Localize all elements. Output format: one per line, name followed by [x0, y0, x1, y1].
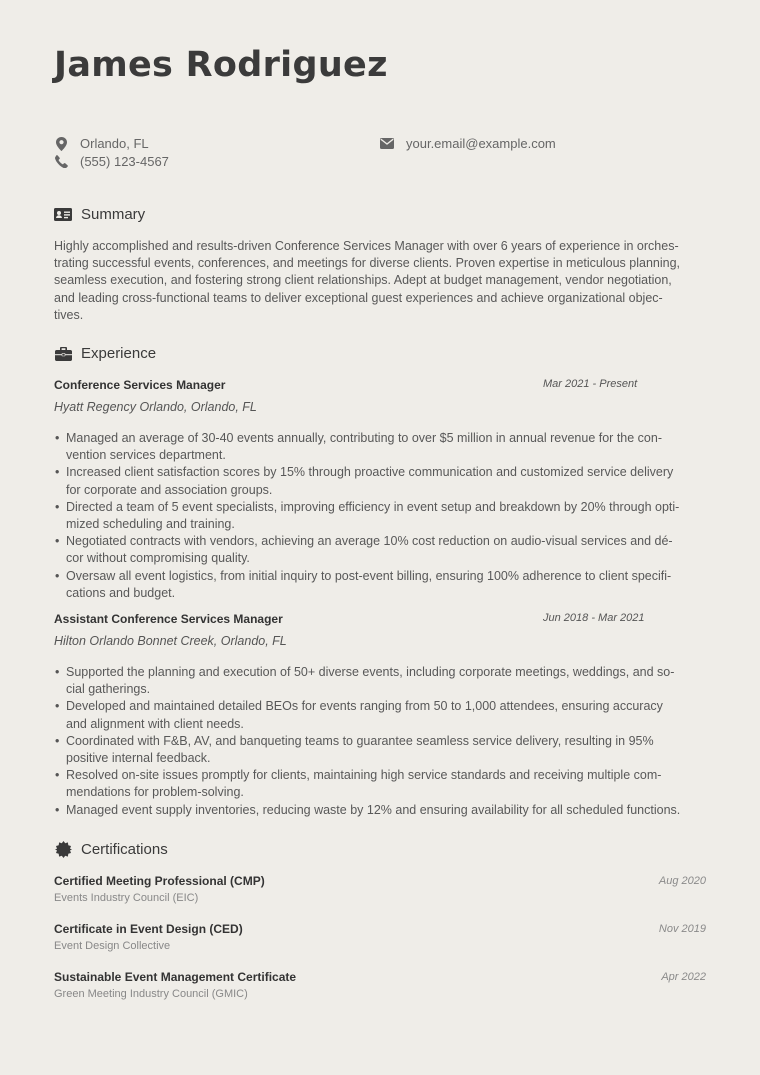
cert-date: Apr 2022 — [661, 971, 706, 983]
location-text: Orlando, FL — [80, 136, 149, 151]
bullet-line: mendations for problem-solving. — [66, 785, 244, 800]
cert-title: Certificate in Event Design (CED) — [54, 922, 243, 936]
bullet-line: • Directed a team of 5 event specialists, improving efficiency in event setup and breakdown by 20% through opti- — [66, 499, 680, 514]
phone-text: (555) 123-4567 — [80, 154, 169, 169]
bullet-line: • Developed and maintained detailed BEOs for events ranging from 50 to 1,000 attendees, ensuring accuracy — [66, 699, 663, 714]
bullet-line: cations and budget. — [66, 585, 176, 600]
summary-line: seamless execution, and fostering strong client relationships. Adept at budget management, vendor negotiation, — [54, 273, 672, 288]
job-dates: Jun 2018 - Mar 2021 — [543, 612, 645, 624]
badge-icon — [54, 842, 72, 858]
job-company: Hilton Orlando Bonnet Creek, Orlando, FL — [54, 634, 287, 648]
bullet-line: and alignment with client needs. — [66, 716, 244, 731]
id-card-icon — [54, 207, 72, 223]
phone-icon — [54, 155, 68, 169]
cert-date: Aug 2020 — [658, 875, 706, 887]
cert-org: Events Industry Council (EIC) — [54, 892, 199, 904]
experience-heading — [54, 345, 156, 362]
bullet-line: • Negotiated contracts with vendors, achieving an average 10% cost reduction on audio-visual services and dé- — [66, 534, 673, 549]
envelope-icon — [380, 137, 394, 151]
contact-location — [54, 136, 149, 151]
bullet-line: • Managed event supply inventories, reducing waste by 12% and ensuring availability for all scheduled functions. — [66, 802, 681, 817]
cert-date: Nov 2019 — [658, 923, 706, 935]
bullet-line: cial gatherings. — [66, 682, 151, 697]
candidate-name: James Rodriguez — [54, 45, 388, 85]
job-title: Assistant Conference Services Manager — [54, 612, 283, 626]
bullet-item — [54, 664, 710, 698]
cert-org: Event Design Collective — [54, 940, 171, 952]
bullet-item — [54, 430, 710, 464]
cert-title: Certified Meeting Professional (CMP) — [54, 874, 265, 888]
email-text[interactable]: your.email@example.com — [406, 136, 556, 151]
bullet-line: vention services department. — [66, 448, 226, 463]
summary-line: Highly accomplished and results-driven Conference Services Manager with over 6 years of experience in orches- — [54, 239, 679, 253]
map-pin-icon — [54, 137, 68, 151]
summary-line: trating successful events, conferences, and meetings for diverse clients. Proven expertise in meticulous planning, — [54, 256, 681, 271]
bullet-item — [54, 698, 710, 732]
bullet-item — [54, 802, 710, 819]
bullet-item — [54, 733, 710, 767]
experience-heading-text: Experience — [81, 345, 157, 362]
bullet-line: for corporate and association groups. — [66, 482, 273, 497]
summary-heading — [54, 206, 145, 223]
bullet-line: • Coordinated with F&B, AV, and banqueting teams to guarantee seamless service delivery, resulting in 95% — [66, 733, 654, 748]
job-bullets — [54, 430, 710, 602]
bullet-item — [54, 767, 710, 801]
cert-title: Sustainable Event Management Certificate — [54, 970, 297, 984]
bullet-line: cor without compromising quality. — [66, 551, 250, 566]
briefcase-icon — [54, 346, 72, 362]
job-dates: Mar 2021 - Present — [543, 378, 638, 390]
bullet-item — [54, 568, 710, 602]
summary-line: and leading cross-functional teams to deliver exceptional guest experiences and achieve organizational objec- — [54, 290, 663, 305]
summary-line: tives. — [54, 307, 84, 322]
bullet-line: • Managed an average of 30-40 events annually, contributing to over $5 million in annual revenue for the con- — [66, 431, 662, 445]
bullet-line: mized scheduling and training. — [66, 517, 235, 532]
bullet-item — [54, 464, 710, 498]
cert-org: Green Meeting Industry Council (GMIC) — [54, 988, 248, 1000]
contact-email — [380, 136, 556, 151]
contact-phone — [54, 154, 169, 169]
bullet-item — [54, 499, 710, 533]
bullet-line: • Increased client satisfaction scores by 15% through proactive communication and customized service delivery — [66, 465, 674, 480]
bullet-line: • Resolved on-site issues promptly for clients, maintaining high service standards and receiving multiple com- — [66, 768, 662, 783]
job-title: Conference Services Manager — [54, 378, 226, 392]
certifications-heading-text: Certifications — [81, 841, 168, 858]
summary-heading-text: Summary — [81, 206, 146, 223]
job-bullets — [54, 664, 710, 819]
bullet-line: • Supported the planning and execution of 50+ diverse events, including corporate meetings, weddings, and so- — [66, 665, 675, 679]
certifications-heading — [54, 841, 168, 858]
summary-text — [54, 238, 710, 324]
bullet-line: • Oversaw all event logistics, from initial inquiry to post-event billing, ensuring 100% adherence to client specifi- — [66, 568, 672, 583]
job-company: Hyatt Regency Orlando, Orlando, FL — [54, 400, 257, 414]
bullet-line: positive internal feedback. — [66, 751, 211, 766]
bullet-item — [54, 533, 710, 567]
